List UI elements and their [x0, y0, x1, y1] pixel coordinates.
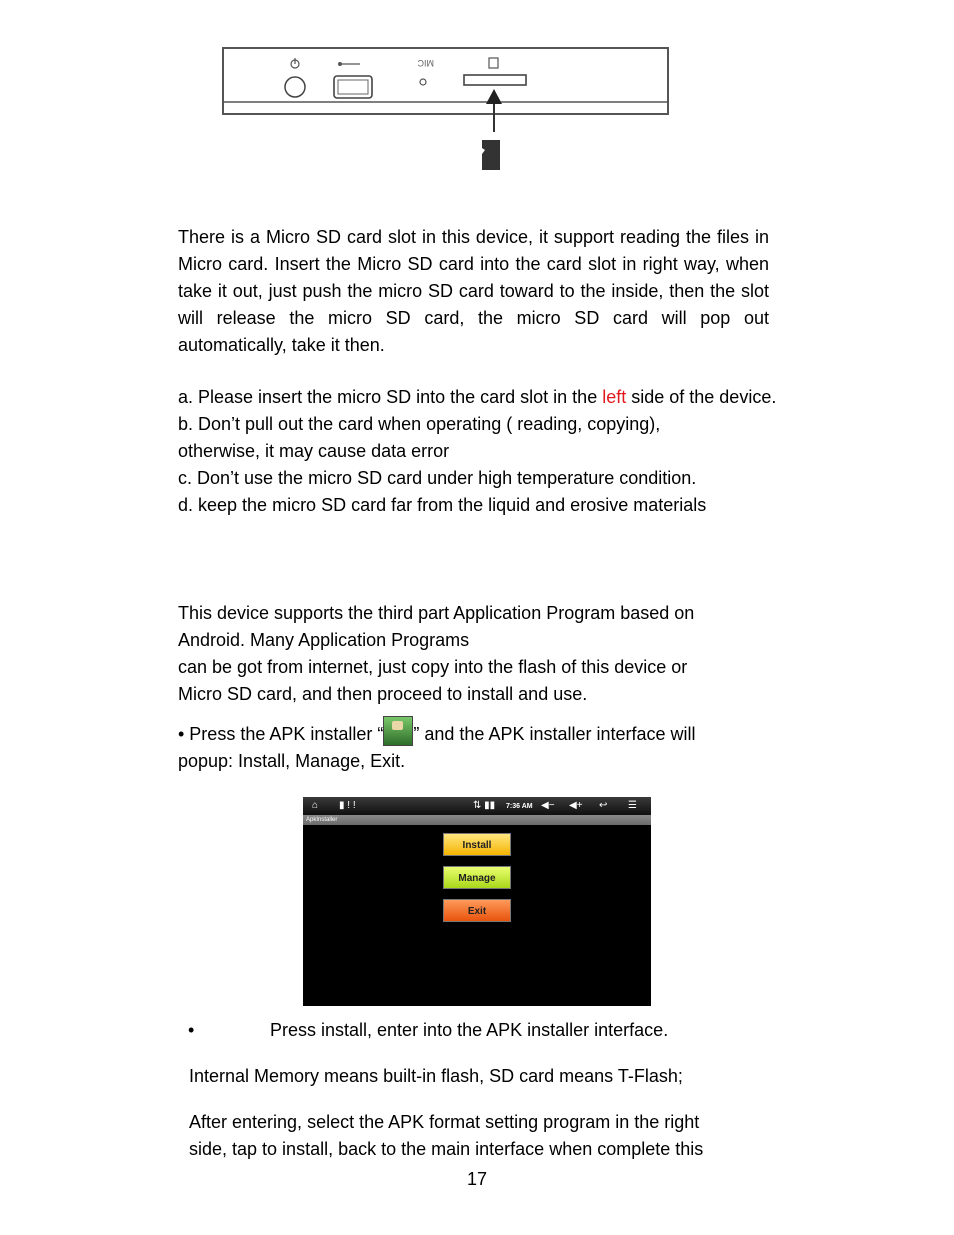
bullet-mark: •	[188, 1020, 195, 1040]
memory-note: Internal Memory means built-in flash, SD card means T-Flash;	[189, 1066, 683, 1086]
apk-section	[178, 600, 778, 775]
mic-icon	[417, 58, 434, 85]
usb-port-icon	[334, 62, 372, 98]
home-icon: ⌂	[312, 800, 319, 811]
apk-line-4: Micro SD card, and then proceed to install and use.	[178, 684, 588, 704]
bullet-text: Press install, enter into the APK installer interface.	[270, 1020, 669, 1040]
notification-icon: ▮ ! !	[339, 800, 356, 811]
page-number: 17	[466, 1169, 488, 1189]
exit-button[interactable]: Exit	[443, 899, 511, 922]
signal-icon: ⇅ ▮▮	[473, 800, 496, 811]
note-a-prefix: a. Please insert the micro SD into the card slot in the	[178, 387, 603, 407]
apk-installer-icon	[383, 716, 413, 746]
svg-text:MIC: MIC	[417, 58, 434, 68]
sd-card-intro: There is a Micro SD card slot in this device, it support reading the files in Micro card. Insert the Micro SD card into the card slot in right way, when take it out, just push the micro SD card toward to the inside, then the slot will release the micro SD card, the micro SD card will pop out automatically, take it then.	[178, 227, 769, 355]
note-a-highlight: left	[602, 387, 627, 407]
install-button[interactable]: Install	[443, 833, 511, 856]
volume-down-icon[interactable]: ◀−	[541, 800, 555, 811]
back-icon[interactable]: ↩	[599, 800, 608, 811]
menu-icon[interactable]: ☰	[628, 800, 637, 811]
apk-line-3: can be got from internet, just copy into the flash of this device or	[178, 657, 688, 677]
device-side-diagram	[220, 44, 672, 179]
note-a-suffix: side of the device.	[626, 387, 777, 407]
app-title-bar: ApkInstaller	[303, 815, 651, 825]
apk-press-prefix: • Press the APK installer “	[178, 724, 384, 744]
volume-up-icon[interactable]: ◀+	[569, 800, 583, 811]
note-c: c. Don’t use the micro SD card under high temperature condition.	[178, 468, 697, 488]
clock: 7:36 AM	[506, 803, 533, 810]
after-entering-line-1: After entering, select the APK format setting program in the right	[189, 1112, 700, 1132]
status-bar	[303, 797, 651, 815]
note-d: d. keep the micro SD card far from the liquid and erosive materials	[178, 495, 707, 515]
micro-sd-card-icon	[482, 140, 500, 170]
apk-press-line-2: popup: Install, Manage, Exit.	[178, 751, 406, 771]
insert-arrow-icon	[486, 89, 502, 132]
after-entering-line-2: side, tap to install, back to the main interface when complete this	[189, 1139, 704, 1159]
apk-line-1: This device supports the third part Application Program based on	[178, 603, 695, 623]
power-icon	[285, 58, 305, 97]
sd-card-notes	[178, 384, 778, 519]
apk-installer-screenshot	[303, 797, 651, 1006]
manage-button[interactable]: Manage	[443, 866, 511, 889]
note-a	[178, 384, 778, 411]
apk-press-line	[178, 716, 778, 748]
apk-press-suffix: ” and the APK installer interface will	[413, 724, 696, 744]
apk-line-2: Android. Many Application Programs	[178, 630, 470, 650]
note-b: b. Don’t pull out the card when operating ( reading, copying), otherwise, it may cause data error	[178, 414, 661, 461]
sd-slot-icon	[464, 58, 526, 85]
